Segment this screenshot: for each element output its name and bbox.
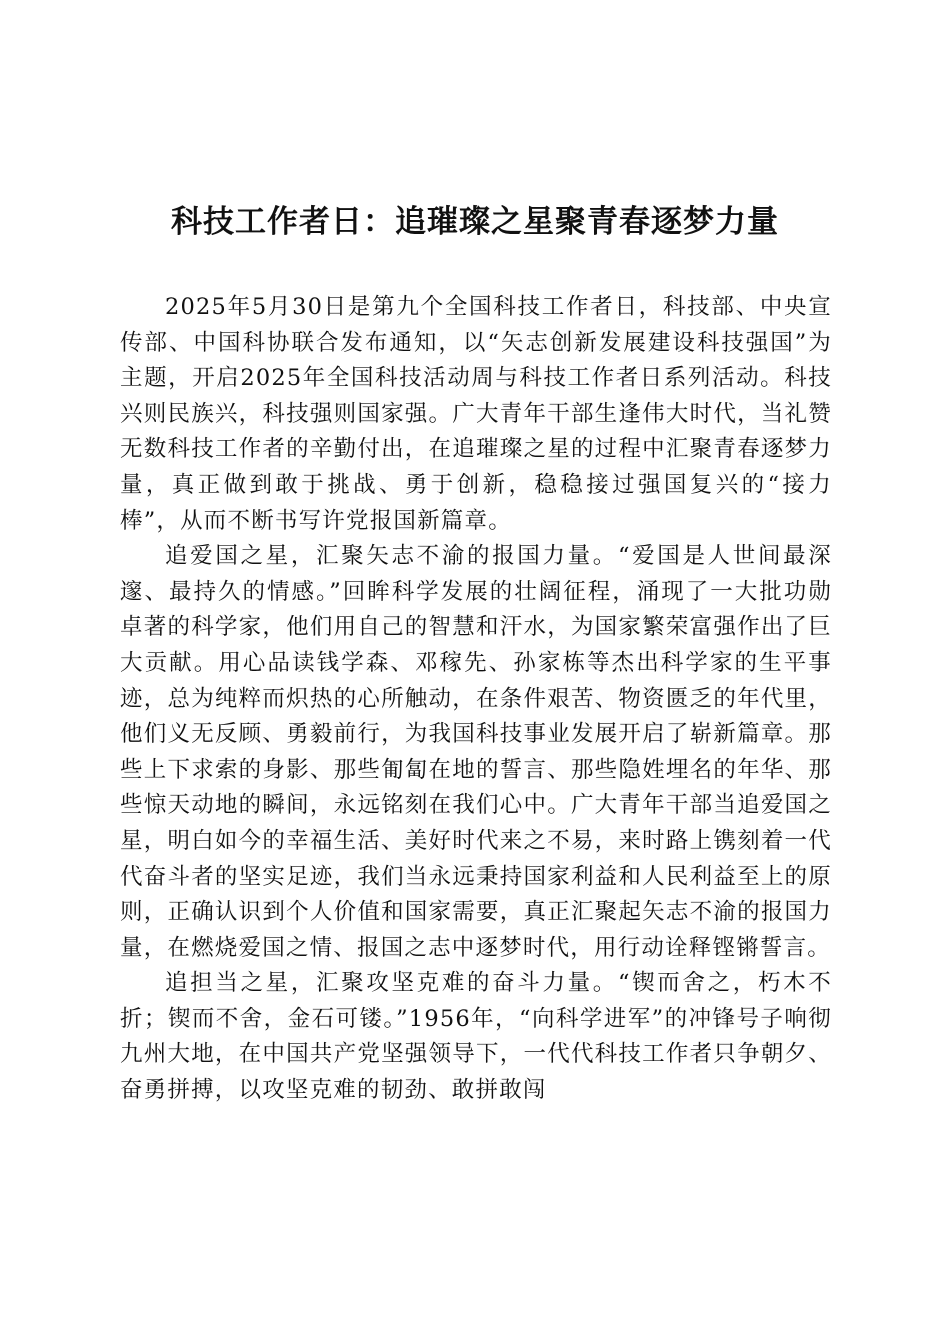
paragraph-patriotism: 追爱国之星，汇聚矢志不渝的报国力量。“爱国是人世间最深邃、最持久的情感。”回眸科学发展的壮阔征程，涌现了一大批功勋卓著的科学家，他们用自己的智慧和汗水，为国家繁荣富强作出了巨大贡献。用心品读钱学森、邓稼先、孙家栋等杰出科学家的生平事迹，总为纯粹而炽热的心所触动，在条件艰苦、物资匮乏的年代里，他们义无反顾、勇毅前行，为我国科技事业发展开启了崭新篇章。那些上下求索的身影、那些匍匐在地的誓言、那些隐姓埋名的年华、那些惊天动地的瞬间，永远铭刻在我们心中。广大青年干部当追爱国之星，明白如今的幸福生活、美好时代来之不易，来时路上镌刻着一代代奋斗者的坚实足迹，我们当永远秉持国家利益和人民利益至上的原则，正确认识到个人价值和国家需要，真正汇聚起矢志不渝的报国力量，在燃烧爱国之情、报国之志中逐梦时代，用行动诠释铿锵誓言。 bbox=[120, 543, 832, 961]
paragraph-intro: 2025年5月30日是第九个全国科技工作者日，科技部、中央宣传部、中国科协联合发布通知，以“矢志创新发展建设科技强国”为主题，开启2025年全国科技活动周与科技工作者日系列活动。科技兴则民族兴，科技强则国家强。广大青年干部生逢伟大时代，当礼赞无数科技工作者的辛勤付出，在追璀璨之星的过程中汇聚青春逐梦力量，真正做到敢于挑战、勇于创新，稳稳接过强国复兴的“接力棒”，从而不断书写许党报国新篇章。 bbox=[120, 294, 832, 534]
paragraph-responsibility: 追担当之星，汇聚攻坚克难的奋斗力量。“锲而舍之，朽木不折；锲而不舍，金石可镂。”1956年，“向科学进军”的冲锋号子响彻九州大地，在中国共产党坚强领导下，一代代科技工作者只争朝夕、奋勇拼搏，以攻坚克难的韧劲、敢拼敢闯 bbox=[120, 970, 832, 1104]
document-title: 科技工作者日：追璀璨之星聚青春逐梦力量 bbox=[171, 204, 779, 240]
document-body bbox=[120, 290, 832, 1109]
